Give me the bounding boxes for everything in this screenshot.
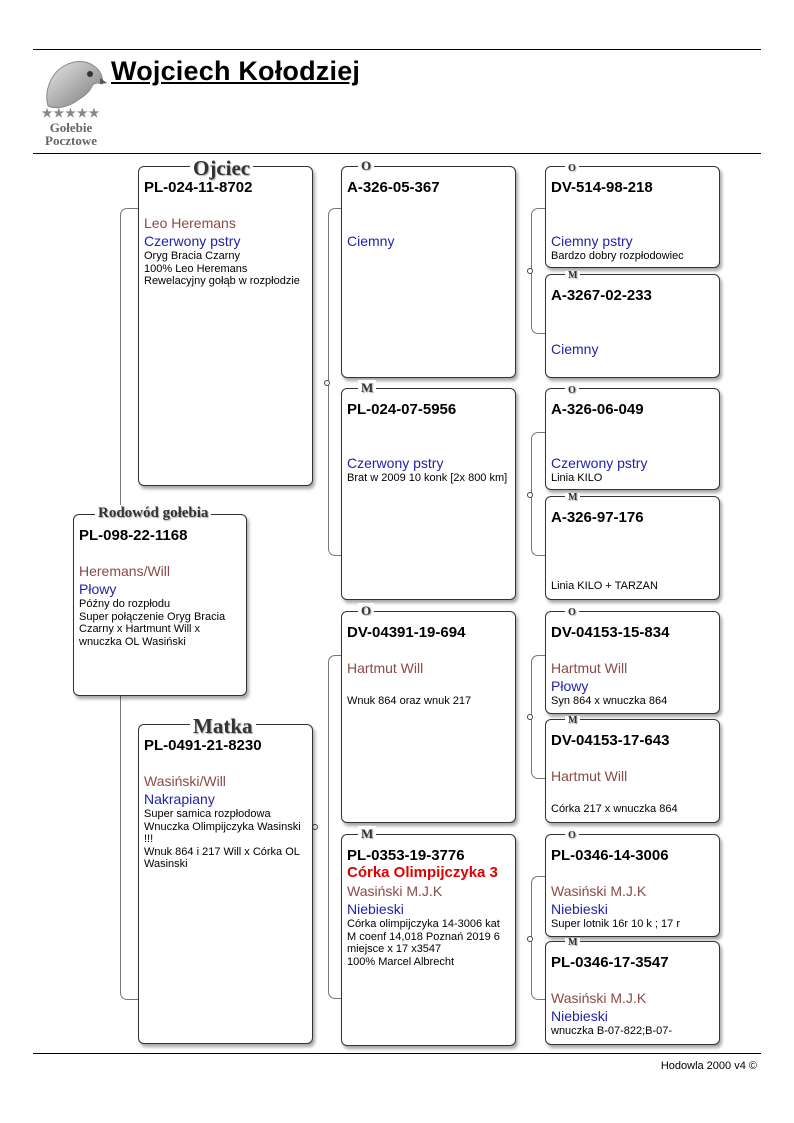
fmm-card[interactable] (545, 496, 720, 600)
mfm-label: M (565, 716, 580, 726)
fm-label: M (358, 380, 376, 396)
mmm-name: Wasiński M.J.K (551, 990, 647, 1006)
mmf-color: Niebieski (551, 901, 608, 917)
ffm-color: Ciemny (551, 341, 599, 357)
mmf-desc: Super lotnik 16r 10 k ; 17 r (551, 918, 681, 930)
father-card[interactable] (138, 166, 313, 486)
pigeon-icon (34, 56, 108, 112)
father-name: Leo Heremans (144, 215, 236, 231)
footer-text: Hodowla 2000 v4 © (660, 1060, 757, 1072)
page-title: Wojciech Kołodziej (111, 56, 361, 86)
mm-ring: PL-0353-19-3776 (347, 847, 465, 864)
top-rule (33, 49, 761, 50)
ff-color: Ciemny (347, 233, 395, 249)
fmf-card[interactable] (545, 388, 720, 490)
subject-name: Heremans/Will (79, 563, 171, 579)
bracket-fm (531, 432, 546, 556)
ffm-label: M (565, 271, 580, 281)
mother-desc: Super samica rozpłodowa Wnuczka Olimpijczyka Wasinski !!! Wnuk 864 i 217 Will x Córka OL Wasinski (144, 808, 301, 870)
bracket-mf (531, 655, 546, 779)
mff-label: O (565, 608, 579, 618)
bracket-mm (531, 876, 546, 1000)
mother-color: Nakrapiany (144, 791, 215, 807)
ffm-card[interactable] (545, 274, 720, 378)
mmm-label: M (565, 938, 580, 948)
fm-desc: Brat w 2009 10 konk [2x 800 km] (347, 472, 508, 484)
connector-dot (324, 380, 330, 386)
fmf-color: Czerwony pstry (551, 455, 648, 471)
logo-line2: Pocztowe (45, 133, 97, 148)
mfm-desc: Córka 217 x wnuczka 864 (551, 803, 678, 815)
fff-ring: DV-514-98-218 (551, 179, 653, 196)
logo-stars: ★★★★★ (41, 106, 101, 120)
fff-label: O (565, 164, 579, 174)
father-ring: PL-024-11-8702 (144, 179, 253, 196)
father-label: Ojciec (190, 157, 253, 179)
fmm-desc: Linia KILO + TARZAN (551, 580, 658, 592)
mother-card[interactable] (138, 724, 313, 1044)
mf-desc: Wnuk 864 oraz wnuk 217 (347, 695, 472, 707)
mff-name: Hartmut Will (551, 660, 628, 676)
fff-card[interactable] (545, 166, 720, 268)
mm-color: Niebieski (347, 901, 404, 917)
subject-label: Rodowód gołebia (95, 505, 211, 521)
fm-ring: PL-024-07-5956 (347, 401, 457, 418)
mff-color: Płowy (551, 678, 589, 694)
fmf-desc: Linia KILO (551, 472, 603, 484)
fmm-label: M (565, 493, 580, 503)
mmf-label: O (565, 831, 579, 841)
mmf-name: Wasiński M.J.K (551, 883, 647, 899)
mm-name: Wasiński M.J.K (347, 883, 443, 899)
connector-dot (527, 268, 533, 274)
bracket-mother (328, 655, 342, 999)
subject-card[interactable] (73, 514, 247, 696)
mfm-card[interactable] (545, 719, 720, 823)
ff-label: O (358, 158, 374, 174)
connector-dot (527, 714, 533, 720)
fmf-ring: A-326-06-049 (551, 401, 644, 418)
ff-ring: A-326-05-367 (347, 179, 440, 196)
father-desc: Oryg Bracia Czarny 100% Leo Heremans Rewelacyjny gołąb w rozpłodzie (144, 250, 300, 287)
mm-title: Córka Olimpijczyka 3 (347, 864, 498, 881)
bracket-father (328, 208, 342, 556)
footer-rule (33, 1053, 761, 1054)
father-color: Czerwony pstry (144, 233, 241, 249)
header-rule (33, 153, 761, 154)
mf-name: Hartmut Will (347, 660, 424, 676)
mother-name: Wasiński/Will (144, 773, 226, 789)
mff-ring: DV-04153-15-834 (551, 624, 670, 641)
mmm-card[interactable] (545, 941, 720, 1045)
fff-desc: Bardzo dobry rozpłodowiec (551, 250, 684, 262)
fm-color: Czerwony pstry (347, 455, 444, 471)
fmf-label: O (565, 386, 579, 396)
subject-color: Płowy (79, 581, 117, 597)
ffm-ring: A-3267-02-233 (551, 287, 652, 304)
connector-dot (527, 492, 533, 498)
mff-card[interactable] (545, 611, 720, 714)
subject-ring: PL-098-22-1168 (79, 527, 188, 544)
mf-label: O (358, 603, 374, 619)
fmm-ring: A-326-97-176 (551, 509, 644, 526)
mf-card[interactable] (341, 611, 516, 823)
mm-desc: Córka olimpijczyka 14-3006 kat M coenf 14,018 Poznań 2019 6 miejsce x 17 x3547 100% Marcel Albrecht (347, 918, 500, 968)
ff-card[interactable] (341, 166, 516, 378)
mfm-ring: DV-04153-17-643 (551, 732, 670, 749)
subject-desc: Późny do rozpłodu Super połączenie Oryg Bracia Czarny x Hartmunt Will x wnuczka OL Wasiński (79, 598, 226, 648)
mmf-card[interactable] (545, 834, 720, 937)
mmm-color: Niebieski (551, 1008, 608, 1024)
mf-ring: DV-04391-19-694 (347, 624, 466, 641)
mmm-ring: PL-0346-17-3547 (551, 954, 669, 971)
mm-card[interactable] (341, 834, 516, 1046)
logo (34, 56, 108, 148)
fm-card[interactable] (341, 388, 516, 600)
mother-label: Matka (190, 715, 256, 737)
logo-line1: Gołebie (49, 120, 93, 135)
mmm-desc: wnuczka B-07-822;B-07- (551, 1025, 673, 1037)
mfm-name: Hartmut Will (551, 768, 628, 784)
mff-desc: Syn 864 x wnuczka 864 (551, 695, 668, 707)
fff-color: Ciemny pstry (551, 233, 633, 249)
connector-dot (527, 936, 533, 942)
mm-label: M (358, 826, 376, 842)
mmf-ring: PL-0346-14-3006 (551, 847, 669, 864)
mother-ring: PL-0491-21-8230 (144, 737, 262, 754)
bracket-ff (531, 208, 546, 334)
